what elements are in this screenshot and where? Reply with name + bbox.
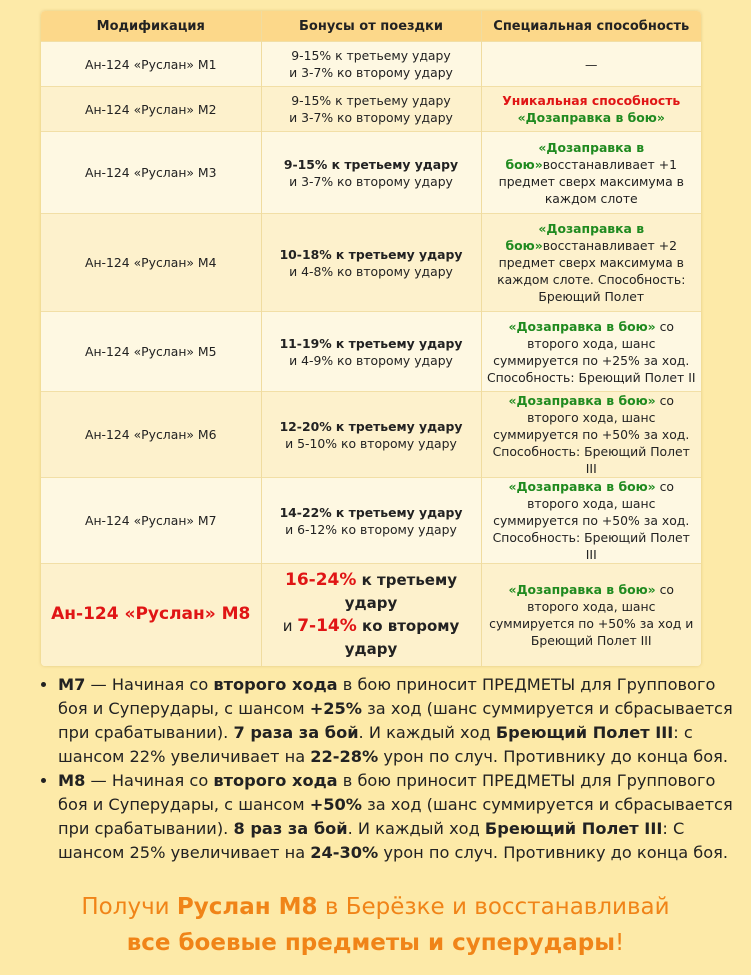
row-name: Ан-124 «Руслан» М7: [41, 478, 261, 564]
note-bold: второго хода: [213, 771, 338, 790]
row-name: Ан-124 «Руслан» М2: [41, 87, 261, 132]
bonus-third: 14-22% к третьему удару: [279, 504, 463, 520]
note-bold: 22-28%: [310, 747, 379, 766]
bonus-second: и 3-7% ко второму удару: [289, 110, 453, 125]
row-name: Ан-124 «Руслан» М6: [41, 392, 261, 478]
bonus-second: и 3-7% ко второму удару: [289, 173, 453, 189]
row-bonus: [261, 312, 481, 392]
bonus-second: и 3-7% ко второму удару: [289, 65, 453, 80]
promo-footer: [0, 889, 751, 961]
note-text: в бою приносит ПРЕДМЕТЫ для Группового боя и Суперудары, с шансом: [58, 675, 716, 718]
ability-name: «Дозаправка в бою»: [505, 221, 645, 253]
row-bonus: [261, 132, 481, 214]
row-ability: [481, 312, 701, 392]
table-row: [41, 392, 701, 478]
row-bonus: [261, 87, 481, 132]
row-ability: [481, 478, 701, 564]
promo-text: !: [615, 930, 625, 956]
note-bold: второго хода: [213, 675, 338, 694]
bonus-second: и 4-8% ко второму удару: [289, 263, 453, 279]
note-text: . И каждый ход: [358, 723, 496, 742]
ability-desc: со второго хода, шанс суммируется по +50% за ход. Способность: Бреющий Полет III: [492, 479, 690, 562]
table-row: [41, 564, 701, 666]
bonus-third-value: 16-24%: [284, 569, 357, 590]
note-text: : с шансом 22% увеличивает на: [58, 723, 693, 766]
header-modification: Модификация: [41, 11, 261, 42]
ability-desc: со второго хода, шанс суммируется по +25% за ход. Способность: Бреющий Полет II: [486, 318, 696, 385]
row-bonus: [261, 392, 481, 478]
header-bonuses: Бонусы от поездки: [261, 11, 481, 42]
bonus-second-value: 7-14%: [297, 615, 357, 636]
ability-unique: Уникальная способность: [502, 93, 681, 108]
note-bold: Бреющий Полет III: [484, 819, 663, 838]
list-item: [58, 673, 738, 769]
list-item: [58, 769, 738, 865]
row-name: Ан-124 «Руслан» М4: [41, 214, 261, 312]
table-header-row: [41, 11, 701, 42]
row-ability: [481, 132, 701, 214]
bonus-third: 12-20% к третьему удару: [279, 418, 463, 434]
modifications-table: [41, 11, 701, 666]
ability-name: «Дозаправка в бою»: [508, 318, 656, 334]
table-row: [41, 214, 701, 312]
ability-desc: со второго хода, шанс суммируется по +50% за ход и Бреющий Полет III: [489, 581, 694, 648]
row-bonus: [261, 478, 481, 564]
ability-desc: восстанавливает +2 предмет сверх максимума в каждом слоте. Способность: Бреющий Полет: [497, 238, 686, 304]
ability-desc: со второго хода, шанс суммируется по +50% за ход. Способность: Бреющий Полет III: [492, 393, 690, 476]
ability-name: «Дозаправка в бою»: [517, 110, 665, 125]
ability-desc: восстанавливает +1 предмет сверх максимума в каждом слоте: [498, 156, 684, 206]
ability-name: «Дозаправка в бою»: [508, 479, 656, 494]
table-row: [41, 42, 701, 87]
notes-section: [38, 673, 738, 865]
row-ability: [481, 392, 701, 478]
promo-highlight: Руслан М8: [176, 894, 318, 920]
bonus-second-prefix: и: [282, 616, 298, 635]
note-bold: +25%: [309, 699, 363, 718]
row-bonus: [261, 214, 481, 312]
row-name: Ан-124 «Руслан» М1: [41, 42, 261, 87]
bonus-third: 9-15% к третьему удару: [291, 93, 451, 108]
row-ability: [481, 87, 701, 132]
row-ability: [481, 564, 701, 666]
note-bold: 8 раз за бой: [233, 819, 348, 838]
promo-text: в Берёзке и восстанавливай: [317, 894, 670, 920]
ability-name: «Дозаправка в бою»: [508, 393, 656, 408]
note-bold: Бреющий Полет III: [495, 723, 674, 742]
row-bonus: [261, 564, 481, 666]
note-text: в бою приносит ПРЕДМЕТЫ для Группового боя и Суперудары, с шансом: [58, 771, 716, 814]
ability-name: «Дозаправка в бою»: [508, 581, 656, 597]
row-ability: —: [481, 42, 701, 87]
row-name: Ан-124 «Руслан» М5: [41, 312, 261, 392]
note-text: урон по случ. Противнику до конца боя.: [378, 747, 729, 766]
row-name-m8: Ан-124 «Руслан» М8: [41, 564, 261, 666]
promo-text: Получи: [81, 894, 177, 920]
note-title: М7: [58, 675, 86, 694]
bonus-second-text: ко второму удару: [344, 616, 460, 658]
bonus-third: 11-19% к третьему удару: [279, 335, 463, 351]
note-bold: 7 раза за бой: [233, 723, 359, 742]
note-text: : С шансом 25% увеличивает на: [58, 819, 685, 862]
promo-line-2: [0, 925, 751, 961]
bonus-third-text: к третьему удару: [344, 570, 458, 612]
bonus-second: и 4-9% ко второму удару: [289, 352, 453, 368]
note-text: за ход (шанс суммируется и сбрасывается при срабатывании).: [58, 699, 733, 742]
ability-name: «Дозаправка в бою»: [505, 139, 645, 172]
note-text: — Начиная со: [85, 771, 214, 790]
promo-highlight: все боевые предметы и суперудары: [126, 930, 616, 956]
table-row: [41, 132, 701, 214]
table-row: [41, 478, 701, 564]
table-row: [41, 87, 701, 132]
bonus-third: 10-18% к третьему удару: [279, 246, 463, 262]
bonus-second: и 5-10% ко второму удару: [285, 435, 457, 451]
bonus-third: 9-15% к третьему удару: [291, 48, 451, 63]
header-ability: Специальная способность: [481, 11, 701, 42]
promo-line-1: [0, 889, 751, 925]
row-name: Ан-124 «Руслан» М3: [41, 132, 261, 214]
note-text: урон по случ. Противнику до конца боя.: [378, 843, 729, 862]
row-bonus: [261, 42, 481, 87]
notes-list: [38, 673, 738, 865]
note-bold: 24-30%: [310, 843, 379, 862]
note-text: . И каждый ход: [347, 819, 485, 838]
note-text: за ход (шанс суммируется и сбрасывается при срабатывании).: [58, 795, 733, 838]
row-ability: [481, 214, 701, 312]
table-row: [41, 312, 701, 392]
bonus-third: 9-15% к третьему удару: [283, 156, 459, 172]
note-bold: +50%: [309, 795, 363, 814]
modifications-table-wrapper: [41, 11, 701, 666]
note-text: — Начиная со: [85, 675, 214, 694]
bonus-second: и 6-12% ко второму удару: [285, 521, 457, 537]
note-title: М8: [58, 771, 86, 790]
